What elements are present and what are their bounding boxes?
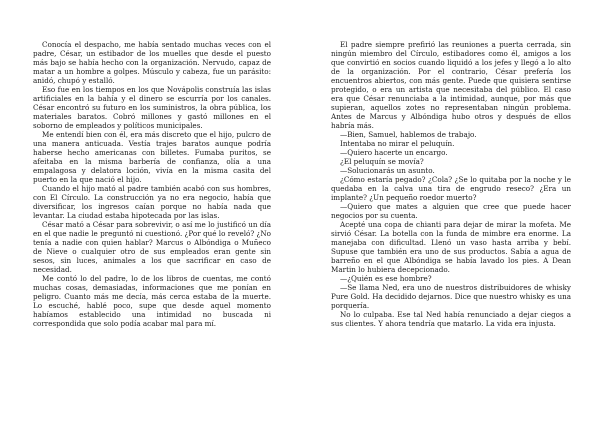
paragraph: Eso fue en los tiempos en los que Novápolis construía las islas artificiales en la bahía y el dinero se escurría por los canales. César encontró su futuro en los suministros, la obra pública, los materiales baratos. Cobró millones y gastó millones en el soborno de empleados y políticos municipales. (33, 85, 271, 130)
dialogue-line: —Quiero hacerte un encargo. (340, 148, 448, 157)
dialogue-line: —Bien, Samuel, hablemos de trabajo. (340, 130, 477, 139)
paragraph: Conocía el despacho, me había sentado muchas veces con el padre, César, un estibador de los muelles que desde el puesto más bajo se había hecho con la organización. Nervudo, capaz de matar a un hombre a golpes. Músculo y cabeza, fue un parásito: anidó, chupó y estalló. (33, 40, 271, 85)
dialogue-line: —Se llama Ned, era uno de nuestros distribuidores de whisky Pure Gold. Ha decidido dejarnos. Dice que nuestro whisky es una porquería. (331, 283, 571, 310)
dialogue-line: —Solucionarás un asunto. (340, 166, 435, 175)
right-page (300, 0, 600, 425)
right-page-text (331, 40, 571, 328)
left-page-text (33, 40, 271, 328)
paragraph: Me entendí bien con él, era más discreto que el hijo, pulcro de una manera anticuada. Vestía trajes baratos aunque podría haberse hecho americanas con billetes. Fumaba puritos, se afeitaba en la misma barbería de confianza, olía a una empalagosa y delatora loción, vivía en la misma casita del puerto en la que nació el hijo. (33, 130, 271, 184)
paragraph: Intentaba no mirar el peluquín. (340, 139, 455, 148)
dialogue-line: —¿Quién es ese hombre? (340, 274, 432, 283)
paragraph: ¿Cómo estaría pegado? ¿Cola? ¿Se lo quitaba por la noche y le quedaba en la calva una tira de engrudo reseco? ¿Era un implante? ¿Un pequeño roedor muerto? (331, 175, 571, 202)
paragraph: Cuando el hijo mató al padre también acabó con sus hombres, con El Círculo. La construcción ya no era negocio, había que diversificar, los ingresos caían porque no había nada que levantar. La ciudad estaba hipotecada por las islas. (33, 184, 271, 220)
paragraph: Acepté una copa de chianti para dejar de mirar la mofeta. Me sirvió César. La botella con la funda de mimbre era enorme. La manejaba con dificultad. Llenó un vaso hasta arriba y bebí. Supuse que también era uno de sus productos. Sabía a agua de barreño en el que Albóndiga se había lavado los pies. A Dean Martin lo hubiera decepcionado. (331, 220, 571, 274)
paragraph: El padre siempre prefirió las reuniones a puerta cerrada, sin ningún miembro del Círculo, estibadores como él, amigos a los que convirtió en socios cuando liquidó a los jefes y llegó a lo alto de la organización. Por el contrario, César prefería los encuentros abiertos, con más gente. Puede que quisiera sentirse protegido, o era un artista que necesitaba del público. El caso era que César renunciaba a la intimidad, aunque, por más que supieran, aquellos zotes no representaban ningún problema. Antes de Marcus y Albóndiga hubo otros y después de ellos habría más. (331, 40, 571, 130)
paragraph: Me contó lo del padre, lo de los libros de cuentas, me contó muchas cosas, demasiadas, informaciones que me ponían en peligro. Cuanto más me decía, más cerca estaba de la muerte. Lo escuché, hablé poco, supe que desde aquel momento habíamos establecido una intimidad no buscada ni correspondida que solo podía acabar mal para mí. (33, 274, 271, 328)
paragraph: César mató a César para sobrevivir, o así me lo justificó un día en el que nadie le preguntó ni cuestionó. ¿Por qué lo reveló? ¿No tenía a nadie con quien hablar? Marcus o Albóndiga o Muñeco de Nieve o cualquier otro de sus empleados eran gente sin sesos, sin luces, animales a los que sacrificar en caso de necesidad. (33, 220, 271, 274)
paragraph: No lo culpaba. Ese tal Ned había renunciado a dejar ciegos a sus clientes. Y ahora tendría que matarlo. La vida era injusta. (331, 310, 571, 328)
dialogue-line: —Quiero que mates a alguien que cree que puede hacer negocios por su cuenta. (331, 202, 571, 220)
paragraph: ¿El peluquín se movía? (340, 157, 424, 166)
